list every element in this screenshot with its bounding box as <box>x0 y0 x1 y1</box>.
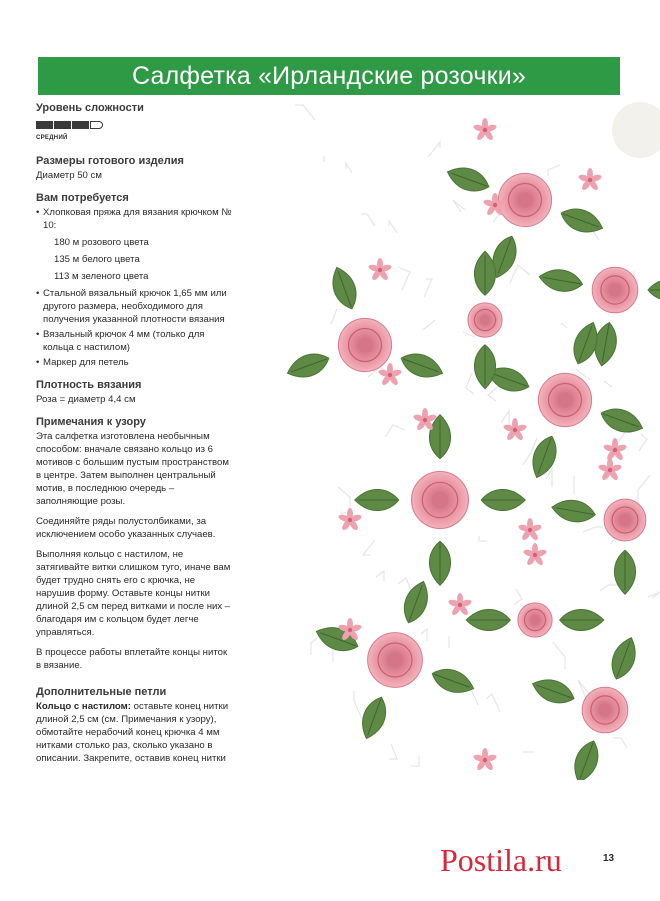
materials-list <box>36 206 234 369</box>
yarn-amount: 180 м розового цвета <box>54 237 149 248</box>
rose <box>592 267 638 313</box>
rose <box>582 687 628 733</box>
size-heading: Размеры готового изделия <box>36 155 184 167</box>
extra-term: Кольцо с настилом: <box>36 701 131 712</box>
rose <box>412 472 469 529</box>
rose <box>538 373 591 426</box>
yarn-amount: 113 м зеленого цвета <box>54 271 149 282</box>
level-heading: Уровень сложности <box>36 102 144 114</box>
rose <box>604 499 646 541</box>
level-segment <box>72 121 89 129</box>
level-segment <box>36 121 53 129</box>
page-title: Салфетка «Ирландские розочки» <box>131 61 526 90</box>
materials-heading: Вам потребуется <box>36 192 129 204</box>
difficulty-meter <box>36 121 234 129</box>
level-segment-empty <box>90 121 103 129</box>
rose <box>518 603 552 637</box>
text-column <box>36 102 234 765</box>
extra-text <box>36 700 234 765</box>
list-item: • Маркер для петель <box>36 356 234 369</box>
notes-paragraph: Эта салфетка изготовлена необычным способом: вначале связано кольцо из 6 мотивов с большим пустым пространством в центре. Затем выполнен центральный мотив, в последнюю очередь – заполняющие розы. <box>36 431 229 507</box>
level-segment <box>54 121 71 129</box>
notes-paragraph: Соединяйте ряды полустолбиками, за исключением особо указанных случаев. <box>36 516 216 540</box>
rose <box>368 633 423 688</box>
rose <box>468 303 502 337</box>
gauge-text: Роза = диаметр 4,4 см <box>36 394 136 405</box>
watermark-text: Postila.ru <box>440 842 562 878</box>
extra-heading: Дополнительные петли <box>36 686 167 698</box>
page-number: 13 <box>603 853 615 864</box>
rose <box>498 173 551 226</box>
list-item: • Стальной вязальный крючок 1,65 мм или другого размера, необходимого для получения указанной плотности вязания <box>36 287 234 326</box>
watermark-logo <box>440 840 600 880</box>
list-item: • Хлопковая пряжа для вязания крючком № 10: <box>36 206 234 232</box>
notes-heading: Примечания к узору <box>36 416 146 428</box>
size-text: Диаметр 50 см <box>36 170 102 181</box>
doily-photo <box>255 100 660 780</box>
list-item: • Вязальный крючок 4 мм (только для кольца с настилом) <box>36 328 234 354</box>
level-label: СРЕДНИЙ <box>36 135 68 141</box>
rose <box>338 318 391 371</box>
title-bar <box>38 57 620 95</box>
notes-paragraph: Выполняя кольцо с настилом, не затягивайте витки слишком туго, иначе вам будет трудно снять его с крючка, не нарушив форму. Оставьте концы нитки длиной 2,5 см перед витками и после них – благодаря им с кольцом будет легче управляться. <box>36 549 231 638</box>
yarn-amount: 135 м белого цвета <box>54 254 140 265</box>
notes-paragraph: В процессе работы вплетайте концы ниток в вязание. <box>36 647 228 671</box>
gauge-heading: Плотность вязания <box>36 379 142 391</box>
extra-body: оставьте конец нитки длиной 2,5 см (см. Примечания к узору), обмотайте нерабочий конец крючка 4 мм нитками столько раз, сколько указано в описании. Закрепите, оставив конец нитки <box>36 701 229 764</box>
